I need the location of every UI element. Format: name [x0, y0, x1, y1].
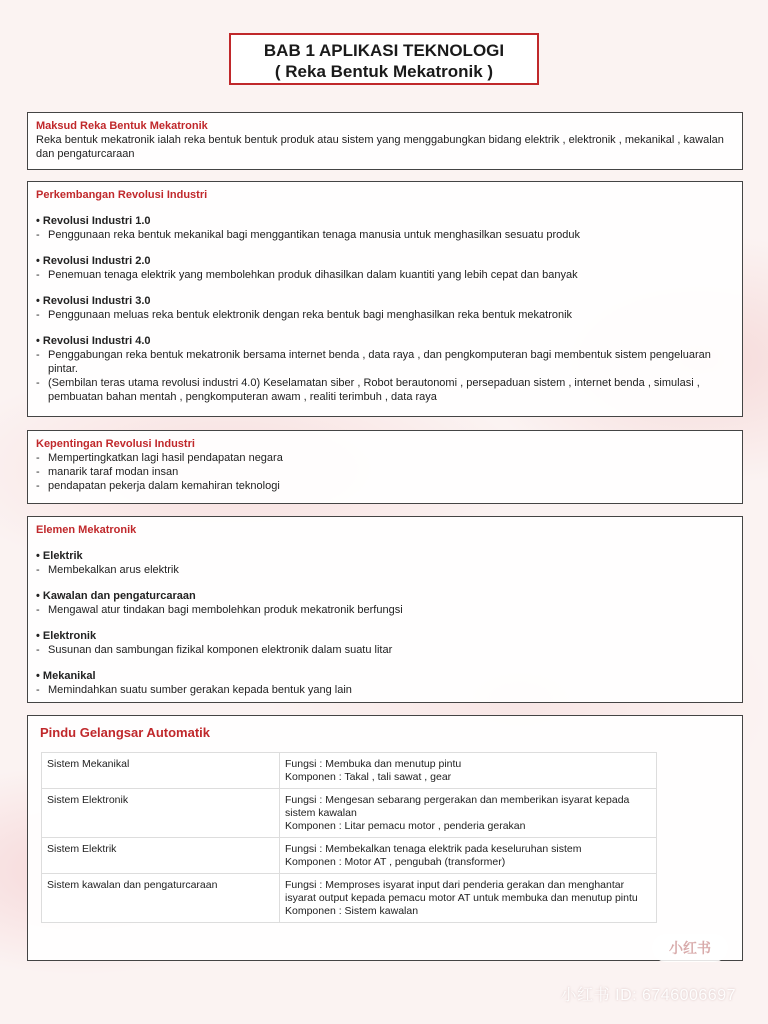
revolusi-3-title: • Revolusi Industri 3.0 [36, 294, 734, 308]
revolusi-3-point: - Penggunaan meluas reka bentuk elektronik dengan reka bentuk bagi menghasilkan reka bentuk mekatronik [36, 308, 734, 322]
elemen-point: - Mengawal atur tindakan bagi membolehkan produk mekatronik berfungsi [36, 603, 734, 617]
elemen-title: • Elektronik [36, 629, 734, 643]
elemen-item [36, 669, 734, 697]
perkembangan-section [27, 181, 743, 417]
title-box [229, 33, 539, 85]
revolusi-2 [36, 254, 734, 282]
watermark-logo: 小红书 [652, 934, 728, 962]
pindu-table [41, 752, 657, 923]
kepentingan-point: - manarik taraf modan insan [36, 465, 734, 479]
elemen-title: • Elektrik [36, 549, 734, 563]
system-komponen: Komponen : Sistem kawalan [285, 905, 419, 917]
system-fungsi: Fungsi : Memproses isyarat input dari penderia gerakan dan menghantar isyarat output kepada pemacu motor AT untuk membuka dan menutup pintu [285, 879, 638, 904]
system-fungsi: Fungsi : Membekalkan tenaga elektrik pada keseluruhan sistem [285, 843, 582, 855]
perkembangan-heading: Perkembangan Revolusi Industri [36, 189, 208, 201]
kepentingan-point: - Mempertingkatkan lagi hasil pendapatan negara [36, 451, 734, 465]
elemen-point: - Membekalkan arus elektrik [36, 563, 734, 577]
table-row [42, 874, 657, 923]
table-row [42, 789, 657, 838]
system-komponen: Komponen : Motor AT , pengubah (transformer) [285, 856, 506, 868]
system-details [280, 789, 657, 838]
maksud-text: Reka bentuk mekatronik ialah reka bentuk bentuk produk atau sistem yang menggabungkan bidang elektrik , elektronik , mekanikal , kawalan dan pengaturcaraan [36, 134, 724, 160]
kepentingan-heading: Kepentingan Revolusi Industri [36, 438, 195, 450]
revolusi-1-point: - Penggunaan reka bentuk mekanikal bagi menggantikan tenaga manusia untuk menghasilkan sesuatu produk [36, 228, 734, 242]
system-details [280, 874, 657, 923]
elemen-item [36, 549, 734, 577]
table-row [42, 753, 657, 789]
system-fungsi: Fungsi : Membuka dan menutup pintu [285, 758, 462, 770]
page-subtitle: ( Reka Bentuk Mekatronik ) [274, 62, 494, 81]
system-name: Sistem Elektronik [42, 789, 280, 838]
elemen-title: • Mekanikal [36, 669, 734, 683]
elemen-item [36, 589, 734, 617]
maksud-heading: Maksud Reka Bentuk Mekatronik [36, 120, 208, 132]
revolusi-4-teras: - (Sembilan teras utama revolusi industri 4.0) Keselamatan siber , Robot berautonomi , persepaduan sistem , internet benda , simulasi , pembuatan bahan mentah , pengkomputeran awam , realiti terimbuh , data raya [36, 376, 734, 404]
elemen-point: - Susunan dan sambungan fizikal komponen elektronik dalam suatu litar [36, 643, 734, 657]
system-fungsi: Fungsi : Mengesan sebarang pergerakan dan memberikan isyarat kepada sistem kawalan [285, 794, 630, 819]
pindu-section [27, 715, 743, 961]
revolusi-2-point: - Penemuan tenaga elektrik yang membolehkan produk dihasilkan dalam kuantiti yang lebih cepat dan banyak [36, 268, 734, 282]
system-name: Sistem Elektrik [42, 838, 280, 874]
elemen-heading: Elemen Mekatronik [36, 524, 137, 536]
system-komponen: Komponen : Litar pemacu motor , penderia gerakan [285, 820, 526, 832]
system-details [280, 753, 657, 789]
pindu-heading: Pindu Gelangsar Automatik [40, 725, 210, 740]
kepentingan-section [27, 430, 743, 504]
revolusi-1 [36, 214, 734, 242]
maksud-section [27, 112, 743, 170]
revolusi-4-title: • Revolusi Industri 4.0 [36, 334, 734, 348]
kepentingan-point: - pendapatan pekerja dalam kemahiran teknologi [36, 479, 734, 493]
page-title: BAB 1 APLIKASI TEKNOLOGI [263, 41, 505, 60]
system-name: Sistem kawalan dan pengaturcaraan [42, 874, 280, 923]
system-komponen: Komponen : Takal , tali sawat , gear [285, 771, 452, 783]
watermark-id: 小红书 ID: 6746006697 [560, 987, 736, 1004]
elemen-item [36, 629, 734, 657]
revolusi-2-title: • Revolusi Industri 2.0 [36, 254, 734, 268]
system-details [280, 838, 657, 874]
revolusi-1-title: • Revolusi Industri 1.0 [36, 214, 734, 228]
elemen-section [27, 516, 743, 703]
revolusi-4-point: - Penggabungan reka bentuk mekatronik bersama internet benda , data raya , dan pengkomputeran bagi membentuk sistem pengeluaran pintar. [36, 348, 734, 376]
elemen-point: - Memindahkan suatu sumber gerakan kepada bentuk yang lain [36, 683, 734, 697]
revolusi-4 [36, 334, 734, 404]
revolusi-3 [36, 294, 734, 322]
table-row [42, 838, 657, 874]
system-name: Sistem Mekanikal [42, 753, 280, 789]
elemen-title: • Kawalan dan pengaturcaraan [36, 589, 734, 603]
